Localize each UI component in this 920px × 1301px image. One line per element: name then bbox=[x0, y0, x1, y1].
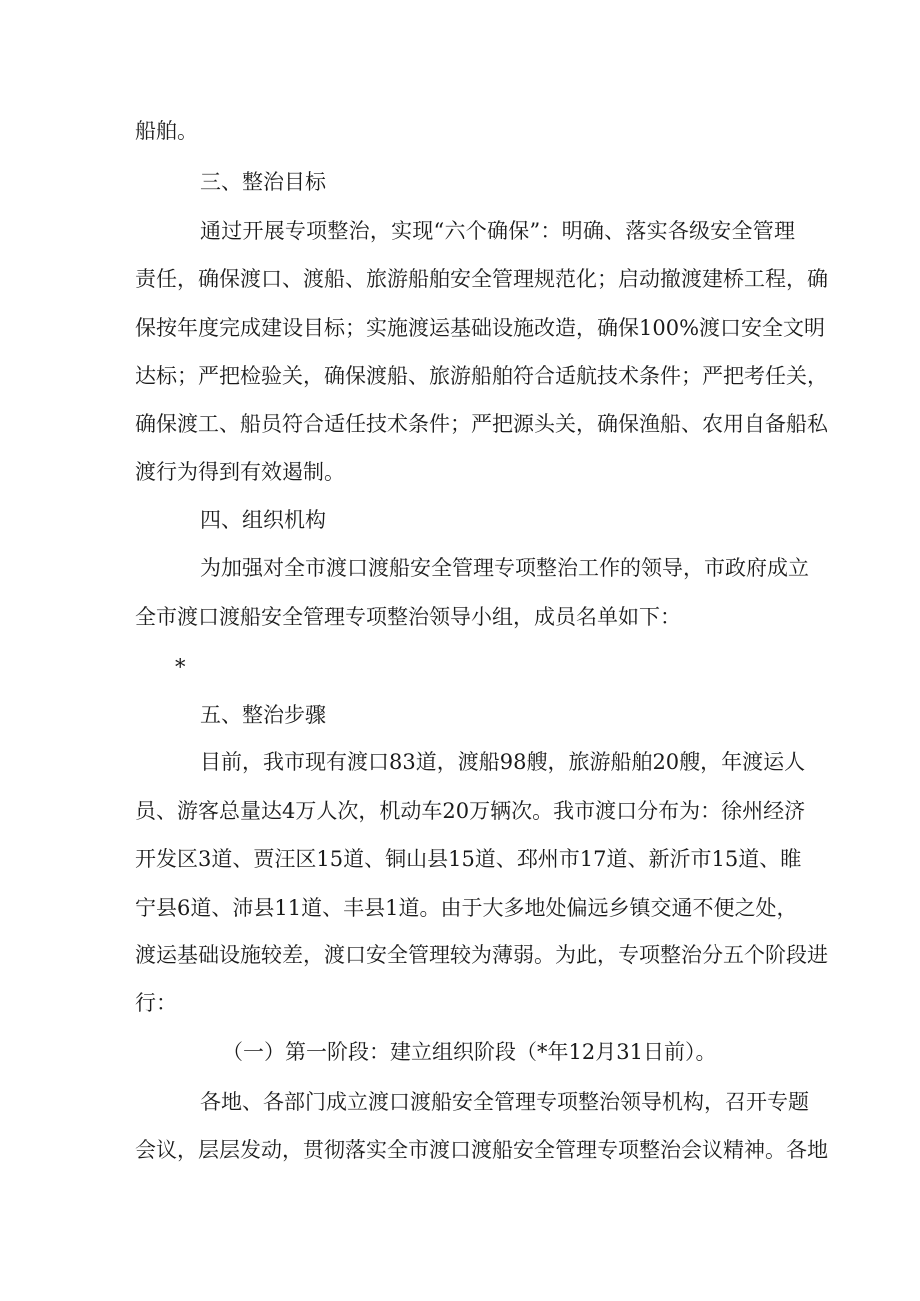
text-line: 会议，层层发动，贯彻落实全市渡口渡船安全管理专项整治会议精神。各地 bbox=[135, 1138, 828, 1162]
text-line: 员、游客总量达4万人次，机动车20万辆次。我市渡口分布为：徐州经济 bbox=[135, 799, 806, 823]
text-line: 开发区3道、贾汪区15道、铜山县15道、邳州市17道、新沂市15道、睢 bbox=[135, 847, 802, 871]
text-line: 为加强对全市渡口渡船安全管理专项整治工作的领导，市政府成立 bbox=[200, 556, 809, 580]
section-heading: 三、整治目标 bbox=[200, 170, 326, 194]
text-line: 全市渡口渡船安全管理专项整治领导小组，成员名单如下： bbox=[135, 605, 681, 629]
section-heading: 四、组织机构 bbox=[200, 508, 326, 532]
text-line: 通过开展专项整治，实现“六个确保”：明确、落实各级安全管理 bbox=[200, 219, 795, 243]
section-heading: 五、整治步骤 bbox=[200, 703, 326, 727]
text-line: 确保渡工、船员符合适任技术条件；严把源头关，确保渔船、农用自备船私 bbox=[135, 412, 828, 436]
text-line: 渡行为得到有效遏制。 bbox=[135, 460, 345, 484]
text-line: 目前，我市现有渡口83道，渡船98艘，旅游船舶20艘，年渡运人 bbox=[200, 750, 806, 774]
asterisk-placeholder: * bbox=[175, 655, 186, 679]
text-line: 保按年度完成建设目标；实施渡运基础设施改造，确保100%渡口安全文明 bbox=[135, 316, 826, 340]
text-line: 责任，确保渡口、渡船、旅游船舶安全管理规范化；启动撤渡建桥工程，确 bbox=[135, 267, 828, 291]
text-line: 达标；严把检验关，确保渡船、旅游船舶符合适航技术条件；严把考任关， bbox=[135, 364, 828, 388]
text-line: 各地、各部门成立渡口渡船安全管理专项整治领导机构，召开专题 bbox=[200, 1090, 809, 1114]
subsection-heading: （一）第一阶段：建立组织阶段（*年12月31日前）。 bbox=[222, 1040, 717, 1064]
text-line: 行： bbox=[135, 991, 177, 1015]
text-line: 渡运基础设施较差，渡口安全管理较为薄弱。为此，专项整治分五个阶段进 bbox=[135, 943, 828, 967]
text-line: 宁县6道、沛县11道、丰县1道。由于大多地处偏远乡镇交通不便之处， bbox=[135, 896, 798, 920]
text-line: 船舶。 bbox=[135, 119, 198, 143]
